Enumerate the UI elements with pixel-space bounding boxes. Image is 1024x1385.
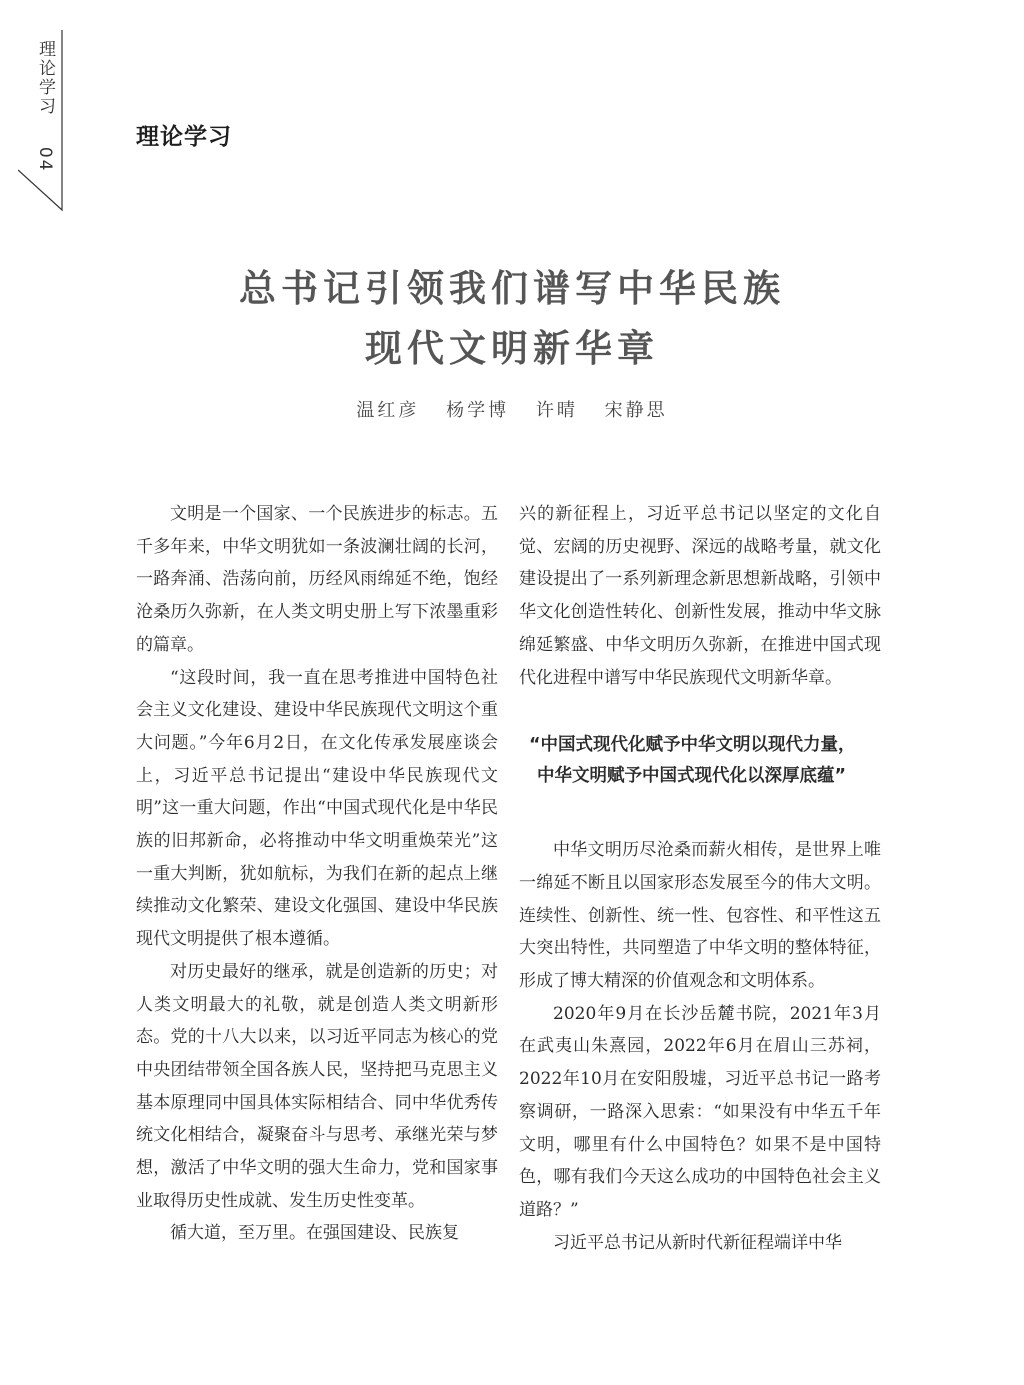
paragraph: 中华文明历尽沧桑而薪火相传，是世界上唯一绵延不断且以国家形态发展至今的伟大文明。连续性、创新性、统一性、包容性、和平性这五大突出特性，共同塑造了中华文明的整体特征，形成了博大精深的价值观念和文明体系。: [519, 840, 881, 992]
authors: 温红彦 杨学博 许晴 宋静思: [356, 400, 668, 421]
paragraph-continuation: 兴的新征程上，习近平总书记以坚定的文化自觉、宏阔的历史视野、深远的战略考量，就文化建设提出了一系列新理念新思想新战略，引领中华文化创造性转化、创新性发展，推动中华文脉绵延繁盛、中华文明历久弥新，在推进中国式现代化进程中谱写中华民族现代文明新华章。: [519, 504, 881, 688]
subheading: [519, 730, 881, 792]
paragraph: 习近平总书记从新时代新征程端详中华: [553, 1232, 842, 1253]
subheading-line-2: 中华文明赋予中国式现代化以深厚底蕴”: [537, 766, 847, 787]
article-title-line-1: 总书记引领我们谱写中华民族: [239, 267, 785, 310]
side-tab-label: [33, 40, 58, 172]
paragraph: 文明是一个国家、一个民族进步的标志。五千多年来，中华文明犹如一条波澜壮阔的长河，一路奔涌、浩荡向前，历经风雨绵延不绝，饱经沧桑历久弥新，在人类文明史册上写下浓墨重彩的篇章。: [136, 504, 498, 655]
paragraph: 对历史最好的继承，就是创造新的历史；对人类文明最大的礼敬，就是创造人类文明新形态。党的十八大以来，以习近平同志为核心的党中央团结带领全国各族人民，坚持把马克思主义基本原理同中国具体实际相结合、同中华优秀传统文化相结合，凝聚奋斗与思考、承继光荣与梦想，激活了中华文明的强大生命力，党和国家事业取得历史性成就、发生历史性变革。: [136, 961, 498, 1211]
subheading-line-1: “中国式现代化赋予中华文明以现代力量，: [529, 735, 856, 756]
section-title: 理论学习: [136, 124, 232, 150]
right-column: [519, 498, 881, 1259]
page-number: 04: [35, 146, 55, 173]
paragraph: 循大道，至万里。在强国建设、民族复: [170, 1223, 459, 1244]
article-title-line-2: 现代文明新华章: [365, 327, 659, 370]
paragraph: “这段时间，我一直在思考推进中国特色社会主义文化建设、建设中华民族现代文明这个重大问题。”今年6月2日，在文化传承发展座谈会上，习近平总书记提出“建设中华民族现代文明”这一重大问题，作出“中国式现代化是中华民族的旧邦新命，必将推动中华文明重焕荣光”这一重大判断，犹如航标，为我们在新的起点上继续推动文化繁荣、建设文化强国、建设中华民族现代文明提供了根本遵循。: [136, 667, 498, 950]
paragraph: 2020年9月在长沙岳麓书院，2021年3月在武夷山朱熹园，2022年6月在眉山三苏祠，2022年10月在安阳殷墟，习近平总书记一路考察调研，一路深入思索：“如果没有中华五千年文明，哪里有什么中国特色？如果不是中国特色，哪有我们今天这么成功的中国特色社会主义道路？”: [519, 1003, 881, 1220]
left-column: [136, 498, 498, 1250]
side-tab-section: 理论学习: [35, 40, 55, 116]
